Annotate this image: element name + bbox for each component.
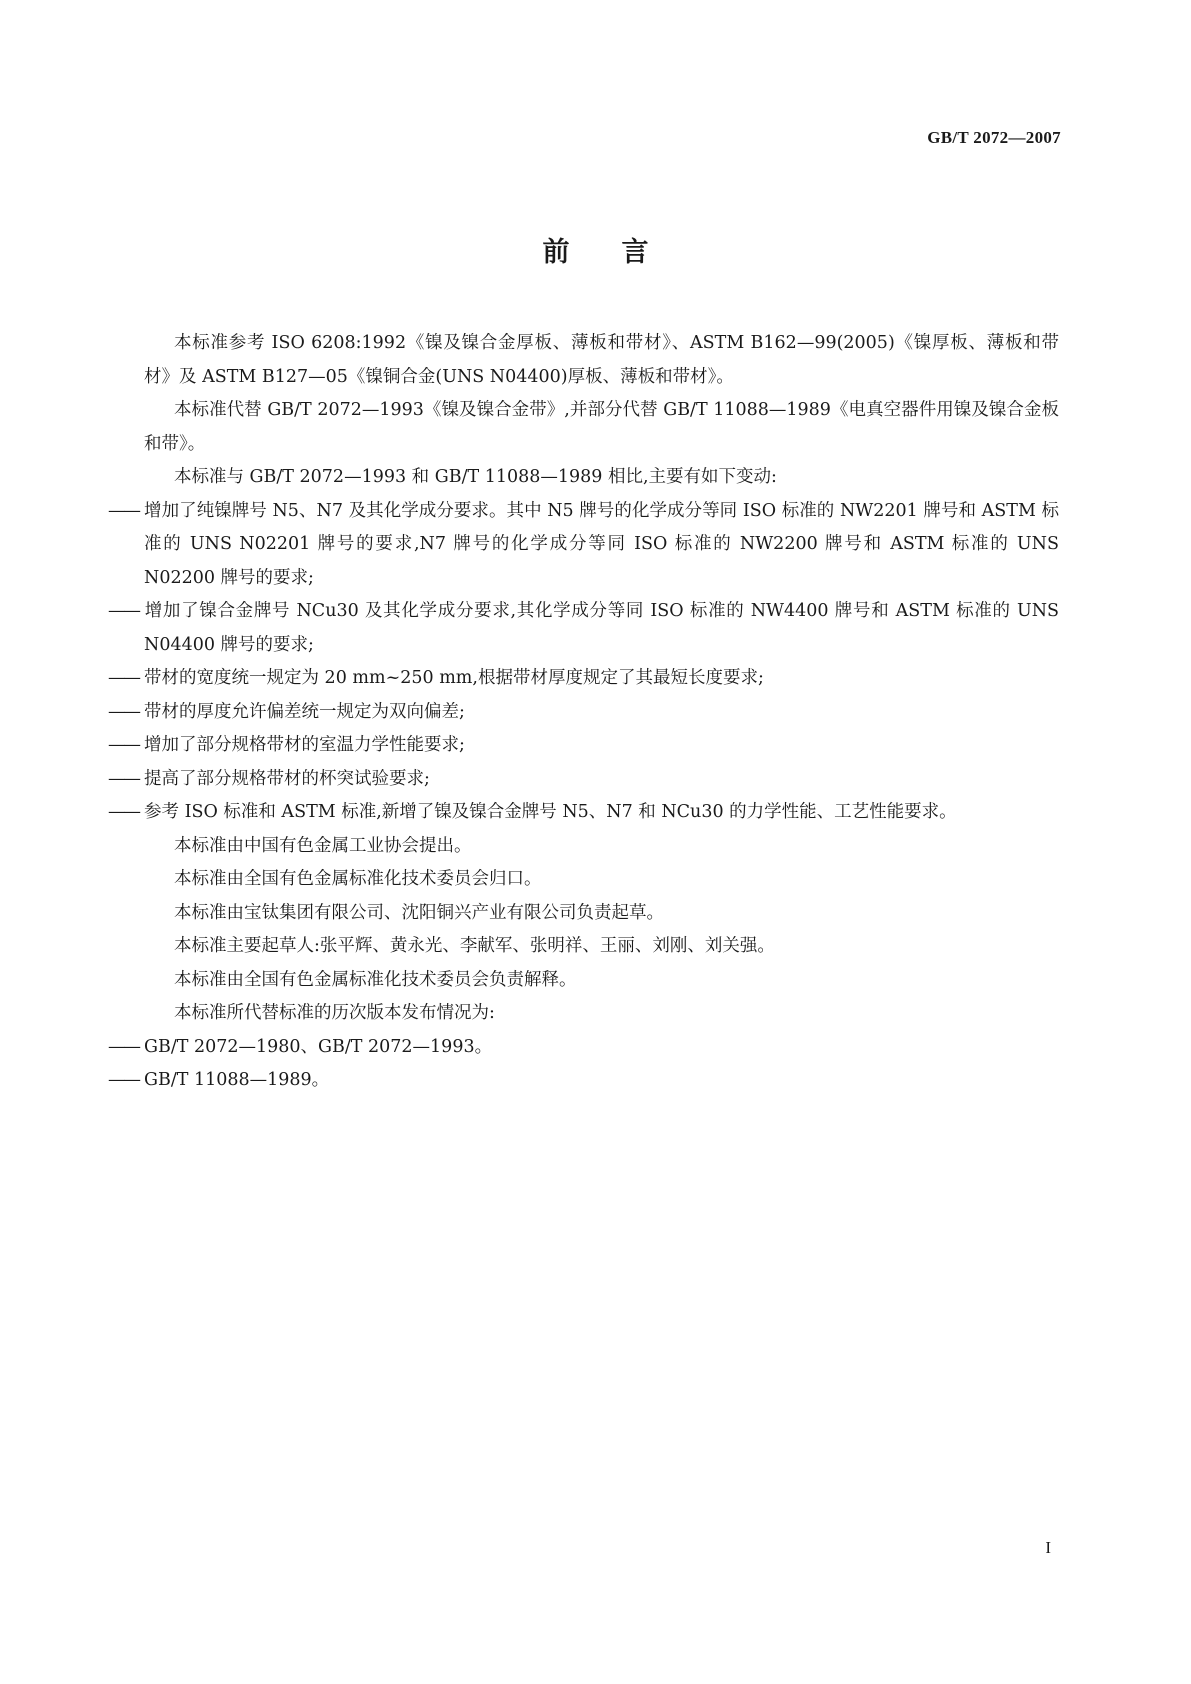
standard-number: GB/T 2072—2007 xyxy=(927,128,1061,147)
paragraph xyxy=(144,997,1059,1031)
list-item-text: 带材的宽度统一规定为 20 mm~250 mm,根据带材厚度规定了其最短长度要求; xyxy=(144,668,764,688)
list-item xyxy=(108,796,1059,830)
list-item xyxy=(108,729,1059,763)
paragraph xyxy=(144,830,1059,864)
dash-marker: —— xyxy=(108,500,139,521)
list-item-text: 增加了部分规格带材的室温力学性能要求; xyxy=(144,735,465,755)
paragraph-text: 本标准由全国有色金属标准化技术委员会归口。 xyxy=(174,869,542,889)
paragraph xyxy=(144,863,1059,897)
list-item xyxy=(108,1031,1059,1065)
dash-marker: —— xyxy=(108,1070,139,1090)
list-item xyxy=(108,696,1059,730)
dash-marker: —— xyxy=(108,1036,139,1057)
paragraph xyxy=(144,461,1059,495)
list-item xyxy=(108,662,1059,696)
page-title: 前言 xyxy=(542,237,701,268)
dash-marker: —— xyxy=(108,701,139,722)
list-item xyxy=(108,763,1059,797)
paragraph xyxy=(144,930,1059,964)
document-body xyxy=(108,327,1059,1098)
paragraph xyxy=(144,394,1059,461)
paragraph xyxy=(144,964,1059,998)
dash-marker: —— xyxy=(108,601,139,621)
page-number: I xyxy=(1045,1538,1051,1557)
paragraph-text: 本标准由中国有色金属工业协会提出。 xyxy=(174,835,472,856)
list-item xyxy=(108,595,1059,662)
paragraph-text: 本标准主要起草人:张平辉、黄永光、李献军、张明祥、王丽、刘刚、刘关强。 xyxy=(174,936,775,956)
paragraph-text: 本标准与 GB/T 2072—1993 和 GB/T 11088—1989 相比,主要有如下变动: xyxy=(174,467,777,487)
list-item-text: 带材的厚度允许偏差统一规定为双向偏差; xyxy=(144,701,465,722)
paragraph-text: 本标准所代替标准的历次版本发布情况为: xyxy=(174,1003,495,1023)
list-item-text: GB/T 2072—1980、GB/T 2072—1993。 xyxy=(144,1036,493,1057)
list-item xyxy=(108,1064,1059,1098)
list-item-text: 增加了纯镍牌号 N5、N7 及其化学成分要求。其中 N5 牌号的化学成分等同 ISO 标准的 NW2201 牌号和 ASTM 标准的 UNS N02201 牌号的要求,N7 牌号的化学成分等同 ISO 标准的 NW2200 牌号和 ASTM 标准的 UNS N02200 牌号的要求; xyxy=(144,500,1059,588)
paragraph xyxy=(144,327,1059,394)
paragraph xyxy=(144,897,1059,931)
dash-marker: —— xyxy=(108,668,139,688)
dash-marker: —— xyxy=(108,802,139,822)
dash-marker: —— xyxy=(108,768,139,789)
dash-marker: —— xyxy=(108,735,139,755)
paragraph-text: 本标准代替 GB/T 2072—1993《镍及镍合金带》,并部分代替 GB/T 11088—1989《电真空器件用镍及镍合金板和带》。 xyxy=(144,400,1059,454)
list-item-text: 增加了镍合金牌号 NCu30 及其化学成分要求,其化学成分等同 ISO 标准的 NW4400 牌号和 ASTM 标准的 UNS N04400 牌号的要求; xyxy=(144,601,1059,655)
paragraph-text: 本标准由全国有色金属标准化技术委员会负责解释。 xyxy=(174,969,577,990)
paragraph-text: 本标准参考 ISO 6208:1992《镍及镍合金厚板、薄板和带材》、ASTM B162—99(2005)《镍厚板、薄板和带材》及 ASTM B127—05《镍铜合金(UNS N04400)厚板、薄板和带材》。 xyxy=(144,333,1059,387)
paragraph-text: 本标准由宝钛集团有限公司、沈阳铜兴产业有限公司负责起草。 xyxy=(174,902,664,923)
list-item-text: 提高了部分规格带材的杯突试验要求; xyxy=(144,768,430,789)
list-item-text: GB/T 11088—1989。 xyxy=(144,1070,330,1090)
list-item xyxy=(108,495,1059,596)
list-item-text: 参考 ISO 标准和 ASTM 标准,新增了镍及镍合金牌号 N5、N7 和 NCu30 的力学性能、工艺性能要求。 xyxy=(144,802,957,822)
